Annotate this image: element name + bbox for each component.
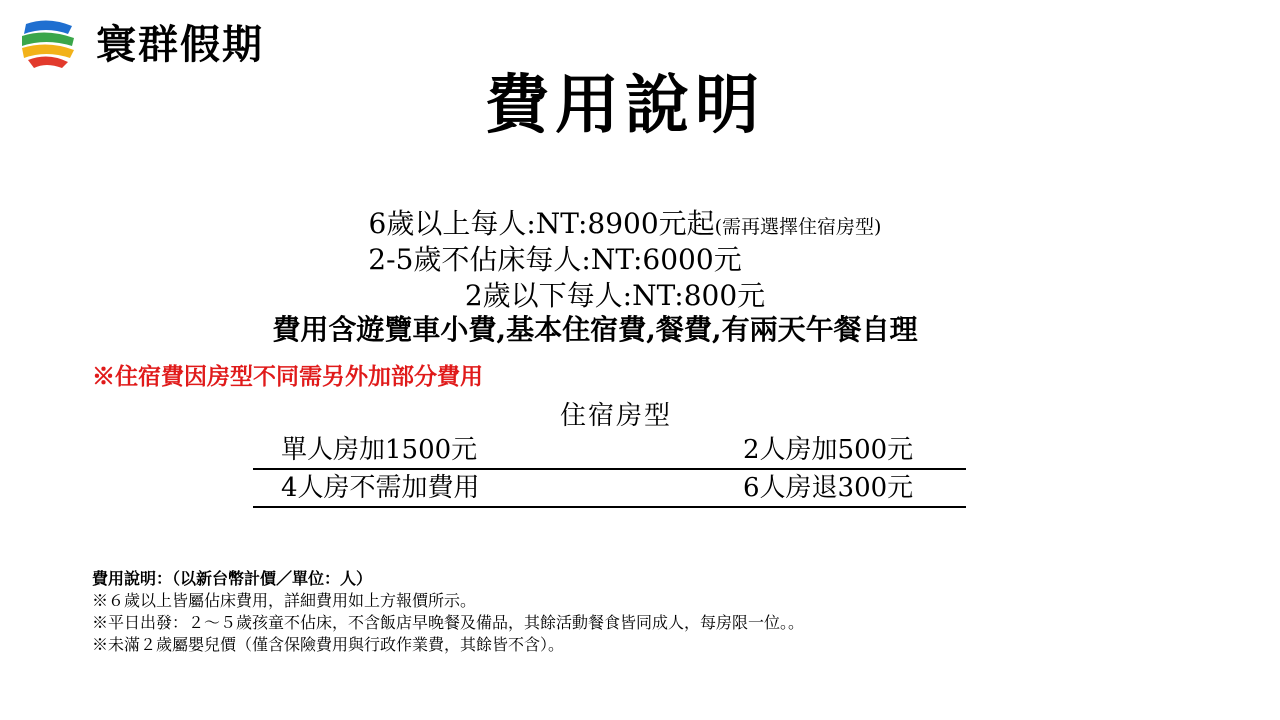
fee-note-item: ※未滿２歲屬嬰兒價（僅含保險費用與行政作業費，其餘皆不含）。 xyxy=(92,635,565,654)
price-adult-note: (需再選擇住宿房型) xyxy=(714,216,882,238)
room-types-table xyxy=(253,432,966,508)
room-types-heading: 住宿房型 xyxy=(560,401,673,431)
room-surcharge-notice: ※住宿費因房型不同需另外加部分費用 xyxy=(92,363,483,390)
fee-note-item: ※６歲以上皆屬佔床費用，詳細費用如上方報價所示。 xyxy=(92,591,477,610)
room-cell: 6人房退300元 xyxy=(743,473,914,503)
fee-notes-heading: 費用說明：（以新台幣計價／單位：人） xyxy=(92,569,373,588)
room-cell: 單人房加1500元 xyxy=(281,435,478,465)
company-logo-icon xyxy=(18,14,78,74)
price-adult-text: 6歲以上每人:NT:8900元起 xyxy=(368,207,715,240)
page-title: 費用說明 xyxy=(485,68,765,143)
price-infant: 2歲以下每人:NT:800元 xyxy=(464,279,766,312)
room-cell: 4人房不需加費用 xyxy=(281,473,480,503)
fee-notes xyxy=(92,568,1192,656)
room-cell: 2人房加500元 xyxy=(743,435,914,465)
price-includes: 費用含遊覽車小費,基本住宿費,餐費,有兩天午餐自理 xyxy=(272,313,918,346)
price-adult xyxy=(0,206,1250,245)
table-row xyxy=(253,432,966,470)
table-row xyxy=(253,470,966,508)
fee-note-item: ※平日出發：２～５歲孩童不佔床，不含飯店早晚餐及備品，其餘活動餐食皆同成人，每房限一位。。 xyxy=(92,613,805,632)
price-child: 2-5歲不佔床每人:NT:6000元 xyxy=(368,243,742,276)
brand-name: 寰群假期 xyxy=(96,22,264,68)
